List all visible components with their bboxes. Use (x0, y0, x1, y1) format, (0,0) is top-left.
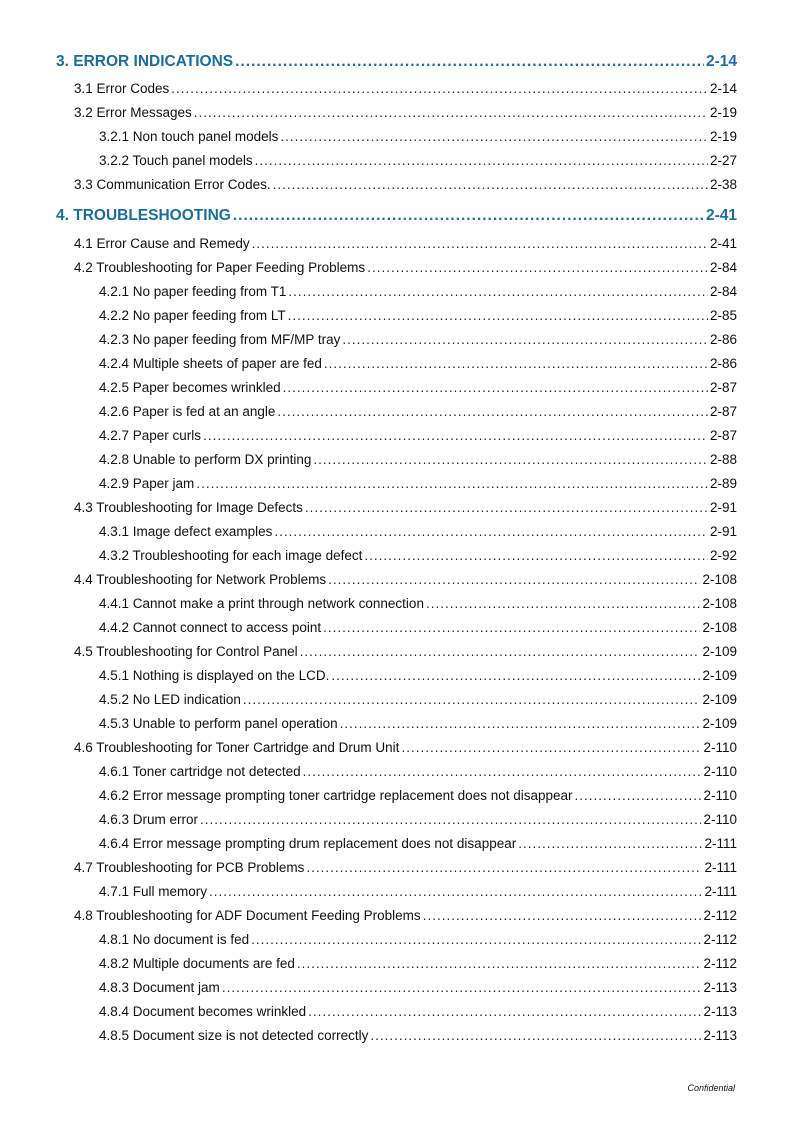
toc-entry-title: 4.2.5 Paper becomes wrinkled (99, 380, 281, 395)
toc-entry-page: 2-14 (709, 81, 737, 96)
toc-entry[interactable] (99, 788, 737, 803)
toc-entry[interactable] (99, 284, 737, 299)
toc-entry-title: 4. TROUBLESHOOTING (56, 207, 231, 224)
toc-entry-page: 2-86 (709, 356, 737, 371)
toc-entry[interactable] (99, 764, 737, 779)
dot-leader (370, 1028, 701, 1043)
dot-leader (575, 788, 702, 803)
dot-leader (288, 284, 708, 299)
toc-entry[interactable] (56, 53, 737, 71)
dot-leader (305, 500, 708, 515)
toc-entry-page: 2-38 (709, 177, 737, 192)
toc-entry-title: 3.1 Error Codes (74, 81, 170, 96)
toc-entry[interactable] (99, 884, 737, 899)
toc-entry[interactable] (74, 500, 737, 515)
toc-entry[interactable] (99, 476, 737, 491)
dot-leader (252, 236, 708, 251)
toc-entry[interactable] (99, 404, 737, 419)
dot-leader (324, 356, 708, 371)
toc-entry-page: 2-112 (703, 956, 737, 971)
dot-leader (274, 524, 708, 539)
dot-leader (331, 668, 700, 683)
toc-entry-title: 4.3.2 Troubleshooting for each image defect (99, 548, 363, 563)
toc-entry[interactable] (74, 860, 737, 875)
toc-entry-title: 4.7 Troubleshooting for PCB Problems (74, 860, 305, 875)
toc-entry-title: 3. ERROR INDICATIONS (56, 53, 234, 70)
toc-entry-page: 2-110 (703, 788, 737, 803)
toc-entry-page: 2-110 (703, 812, 737, 827)
toc-entry-page: 2-41 (705, 207, 737, 224)
toc-entry[interactable] (99, 668, 737, 683)
dot-leader (277, 404, 708, 419)
toc-entry-title: 4.2.8 Unable to perform DX printing (99, 452, 312, 467)
toc-entry-title: 4.2.9 Paper jam (99, 476, 195, 491)
dot-leader (273, 177, 708, 192)
toc-entry-page: 2-112 (703, 932, 737, 947)
dot-leader (233, 207, 704, 225)
dot-leader (222, 980, 702, 995)
toc-entry-page: 2-108 (702, 596, 737, 611)
toc-entry[interactable] (99, 620, 737, 635)
toc-entry-title: 4.8.1 No document is fed (99, 932, 250, 947)
toc-entry-page: 2-110 (703, 764, 737, 779)
toc-entry-page: 2-14 (705, 53, 737, 70)
toc-entry[interactable] (99, 716, 737, 731)
dot-leader (251, 932, 701, 947)
toc-entry-title: 4.2.4 Multiple sheets of paper are fed (99, 356, 322, 371)
toc-entry[interactable] (99, 129, 737, 144)
dot-leader (203, 428, 708, 443)
dot-leader (426, 596, 701, 611)
dot-leader (518, 836, 702, 851)
toc-entry-page: 2-19 (709, 129, 737, 144)
confidential-footer: Confidential (687, 1083, 735, 1093)
toc-entry[interactable] (99, 980, 737, 995)
dot-leader (288, 308, 708, 323)
dot-leader (280, 129, 708, 144)
toc-entry[interactable] (74, 177, 737, 192)
toc-entry-title: 4.8.2 Multiple documents are fed (99, 956, 295, 971)
toc-entry-title: 4.3 Troubleshooting for Image Defects (74, 500, 303, 515)
toc-entry-page: 2-108 (702, 572, 737, 587)
dot-leader (323, 620, 700, 635)
toc-entry[interactable] (99, 596, 737, 611)
dot-leader (255, 153, 708, 168)
dot-leader (313, 452, 708, 467)
toc-entry-page: 2-85 (709, 308, 737, 323)
dot-leader (303, 764, 702, 779)
dot-leader (209, 884, 702, 899)
toc-entry[interactable] (74, 236, 737, 251)
toc-entry-page: 2-109 (702, 692, 737, 707)
toc-entry-page: 2-91 (709, 500, 737, 515)
toc-entry-title: 4.4.2 Cannot connect to access point (99, 620, 322, 635)
toc-entry-page: 2-88 (709, 452, 737, 467)
toc-entry-page: 2-89 (709, 476, 737, 491)
dot-leader (423, 908, 702, 923)
toc-entry-page: 2-111 (704, 860, 737, 875)
toc-entry-title: 4.6.4 Error message prompting drum replacement does not disappear (99, 836, 517, 851)
dot-leader (171, 81, 708, 96)
toc-entry-title: 4.8 Troubleshooting for ADF Document Feeding Problems (74, 908, 421, 923)
toc-entry[interactable] (99, 812, 737, 827)
dot-leader (340, 716, 701, 731)
toc-entry-page: 2-112 (703, 908, 737, 923)
toc-entry[interactable] (74, 105, 737, 120)
dot-leader (308, 1004, 701, 1019)
toc-entry[interactable] (74, 908, 737, 923)
dot-leader (306, 860, 702, 875)
toc-entry[interactable] (74, 260, 737, 275)
dot-leader (300, 644, 701, 659)
toc-entry-title: 4.6 Troubleshooting for Toner Cartridge and Drum Unit (74, 740, 400, 755)
toc-entry[interactable] (99, 332, 737, 347)
dot-leader (235, 53, 704, 71)
toc-entry-title: 4.5.1 Nothing is displayed on the LCD. (99, 668, 330, 683)
toc-entry-title: 4.6.1 Toner cartridge not detected (99, 764, 301, 779)
toc-entry[interactable] (99, 956, 737, 971)
toc-entry-page: 2-91 (709, 524, 737, 539)
toc-entry[interactable] (99, 1004, 737, 1019)
toc-entry-title: 4.3.1 Image defect examples (99, 524, 273, 539)
toc-entry[interactable] (74, 740, 737, 755)
toc-entry-page: 2-87 (709, 404, 737, 419)
toc-entry-title: 4.4.1 Cannot make a print through network connection (99, 596, 424, 611)
toc-entry-title: 4.4 Troubleshooting for Network Problems (74, 572, 327, 587)
toc-entry[interactable] (99, 836, 737, 851)
toc-entry-page: 2-108 (702, 620, 737, 635)
toc-entry-page: 2-87 (709, 428, 737, 443)
toc-entry-title: 4.2.7 Paper curls (99, 428, 202, 443)
toc-entry-page: 2-27 (709, 153, 737, 168)
toc-entry[interactable] (99, 153, 737, 168)
toc-entry[interactable] (99, 356, 737, 371)
dot-leader (297, 956, 702, 971)
toc-entry-title: 4.8.3 Document jam (99, 980, 220, 995)
toc-entry-title: 4.6.3 Drum error (99, 812, 199, 827)
toc-entry[interactable] (74, 572, 737, 587)
toc-entry[interactable] (74, 81, 737, 96)
dot-leader (367, 260, 708, 275)
dot-leader (401, 740, 701, 755)
dot-leader (200, 812, 701, 827)
dot-leader (328, 572, 700, 587)
toc-entry-title: 4.7.1 Full memory (99, 884, 208, 899)
toc-entry-title: 4.2.1 No paper feeding from T1 (99, 284, 287, 299)
toc-entry-title: 3.3 Communication Error Codes. (74, 177, 271, 192)
dot-leader (243, 692, 701, 707)
toc-entry-title: 4.5 Troubleshooting for Control Panel (74, 644, 298, 659)
toc-entry-title: 4.2.3 No paper feeding from MF/MP tray (99, 332, 341, 347)
toc-entry[interactable] (74, 644, 737, 659)
toc-entry-page: 2-111 (704, 836, 737, 851)
toc-entry-page: 2-113 (703, 1028, 737, 1043)
toc-entry-title: 4.6.2 Error message prompting toner cartridge replacement does not disappear (99, 788, 573, 803)
toc-entry-title: 3.2.1 Non touch panel models (99, 129, 279, 144)
toc-entry-title: 4.2.6 Paper is fed at an angle (99, 404, 276, 419)
toc-entry-page: 2-109 (702, 668, 737, 683)
toc-entry[interactable] (99, 380, 737, 395)
toc-entry-page: 2-113 (703, 1004, 737, 1019)
toc-entry-page: 2-41 (709, 236, 737, 251)
toc-entry-page: 2-110 (703, 740, 737, 755)
toc-entry[interactable] (99, 692, 737, 707)
toc-entry-title: 3.2.2 Touch panel models (99, 153, 253, 168)
toc-entry-title: 4.8.4 Document becomes wrinkled (99, 1004, 307, 1019)
toc-entry[interactable] (99, 452, 737, 467)
toc-entry-page: 2-86 (709, 332, 737, 347)
dot-leader (196, 476, 708, 491)
toc-entry-title: 4.2.2 No paper feeding from LT (99, 308, 286, 323)
dot-leader (283, 380, 708, 395)
toc-entry-page: 2-84 (709, 284, 737, 299)
dot-leader (194, 105, 708, 120)
toc-entry[interactable] (99, 308, 737, 323)
toc-entry[interactable] (56, 207, 737, 225)
toc-entry-title: 4.5.2 No LED indication (99, 692, 241, 707)
dot-leader (364, 548, 708, 563)
toc-entry-page: 2-92 (709, 548, 737, 563)
toc-entry[interactable] (99, 932, 737, 947)
toc-entry[interactable] (99, 1028, 737, 1043)
toc-entry-title: 4.2 Troubleshooting for Paper Feeding Problems (74, 260, 366, 275)
toc-entry[interactable] (99, 548, 737, 563)
toc-entry[interactable] (99, 428, 737, 443)
toc-entry-title: 4.1 Error Cause and Remedy (74, 236, 250, 251)
toc-entry-page: 2-84 (709, 260, 737, 275)
toc-entry-page: 2-109 (702, 716, 737, 731)
toc-entry-page: 2-109 (702, 644, 737, 659)
toc-entry-page: 2-87 (709, 380, 737, 395)
dot-leader (342, 332, 708, 347)
toc-entry-title: 3.2 Error Messages (74, 105, 192, 120)
toc-entry-title: 4.8.5 Document size is not detected correctly (99, 1028, 369, 1043)
toc-entry-page: 2-113 (703, 980, 737, 995)
toc-entry[interactable] (99, 524, 737, 539)
toc-entry-title: 4.5.3 Unable to perform panel operation (99, 716, 338, 731)
toc-entry-page: 2-19 (709, 105, 737, 120)
toc-entry-page: 2-111 (704, 884, 737, 899)
